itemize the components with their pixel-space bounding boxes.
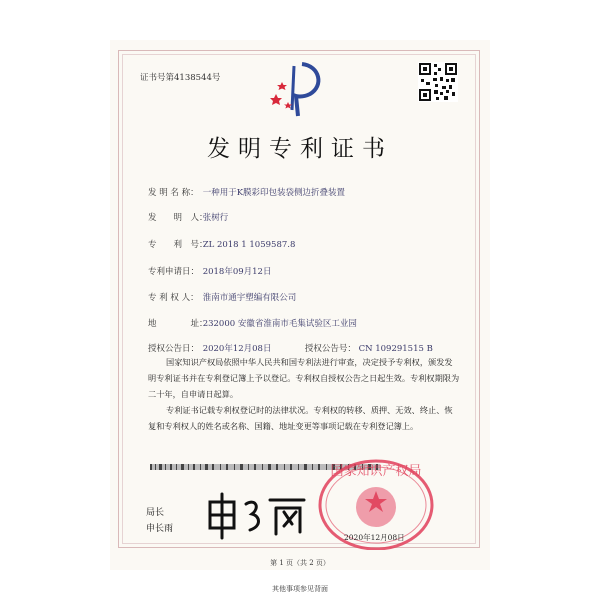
director-title: 局长 xyxy=(146,508,165,518)
seal-text: 国家知识产权局 xyxy=(330,464,422,479)
footer-note: 其他事项参见背面 xyxy=(272,585,328,593)
paragraph-grant-statement: 国家知识产权局依照中华人民共和国专利法进行审查，决定授予专利权，颁发发明专利证书并在专利登记簿上予以登记。专利权自授权公告之日起生效。专利权期限为二十年，自申请日起算。 xyxy=(148,357,460,399)
director-signature-image xyxy=(200,488,320,543)
field-value: 232000 安徽省淮南市毛集试验区工业园 xyxy=(202,319,357,329)
field-value: 2020年12月08日 xyxy=(202,344,272,354)
paragraph-legal-status: 专利证书记载专利权登记时的法律状况。专利权的转移、质押、无效、终止、恢复和专利权人的姓名或名称、国籍、地址变更等事项记载在专利登记簿上。 xyxy=(148,405,453,431)
field-label: 授权公告号： xyxy=(304,344,356,354)
field-label: 地 址： xyxy=(148,319,208,329)
field-patentee xyxy=(148,291,296,303)
field-label: 授权公告日： xyxy=(148,344,200,354)
field-inventor xyxy=(148,211,228,223)
field-patent-number xyxy=(148,238,295,250)
field-value: 2018年09月12日 xyxy=(202,267,272,277)
field-label: 专利申请日： xyxy=(148,267,200,277)
field-value: 张树行 xyxy=(202,213,229,223)
qr-code-icon xyxy=(418,62,458,102)
field-invention-name xyxy=(148,186,345,198)
field-label: 专 利 号： xyxy=(148,240,208,250)
field-address xyxy=(148,317,357,329)
field-label: 专 利 权 人： xyxy=(148,293,199,303)
seal-date: 2020年12月08日 xyxy=(344,533,405,542)
field-label: 发 明 人： xyxy=(148,213,208,223)
field-label: 发 明 名 称： xyxy=(148,188,199,198)
field-application-date xyxy=(148,265,271,277)
patent-office-logo xyxy=(262,60,332,120)
director-name: 申长雨 xyxy=(146,524,174,534)
field-value: CN 109291515 B xyxy=(358,344,433,354)
certificate-title: 发明专利证书 xyxy=(207,136,393,162)
certificate-number: 证书号第4138544号 xyxy=(140,73,221,83)
field-value: 一种用于K膜彩印包装袋侧边折叠装置 xyxy=(202,188,346,198)
field-value: ZL 2018 1 1059587.8 xyxy=(202,240,296,250)
page-number: 第 1 页（共 2 页） xyxy=(270,559,330,567)
field-grant-date xyxy=(148,342,433,354)
field-value: 淮南市通宇塑编有限公司 xyxy=(202,293,297,303)
